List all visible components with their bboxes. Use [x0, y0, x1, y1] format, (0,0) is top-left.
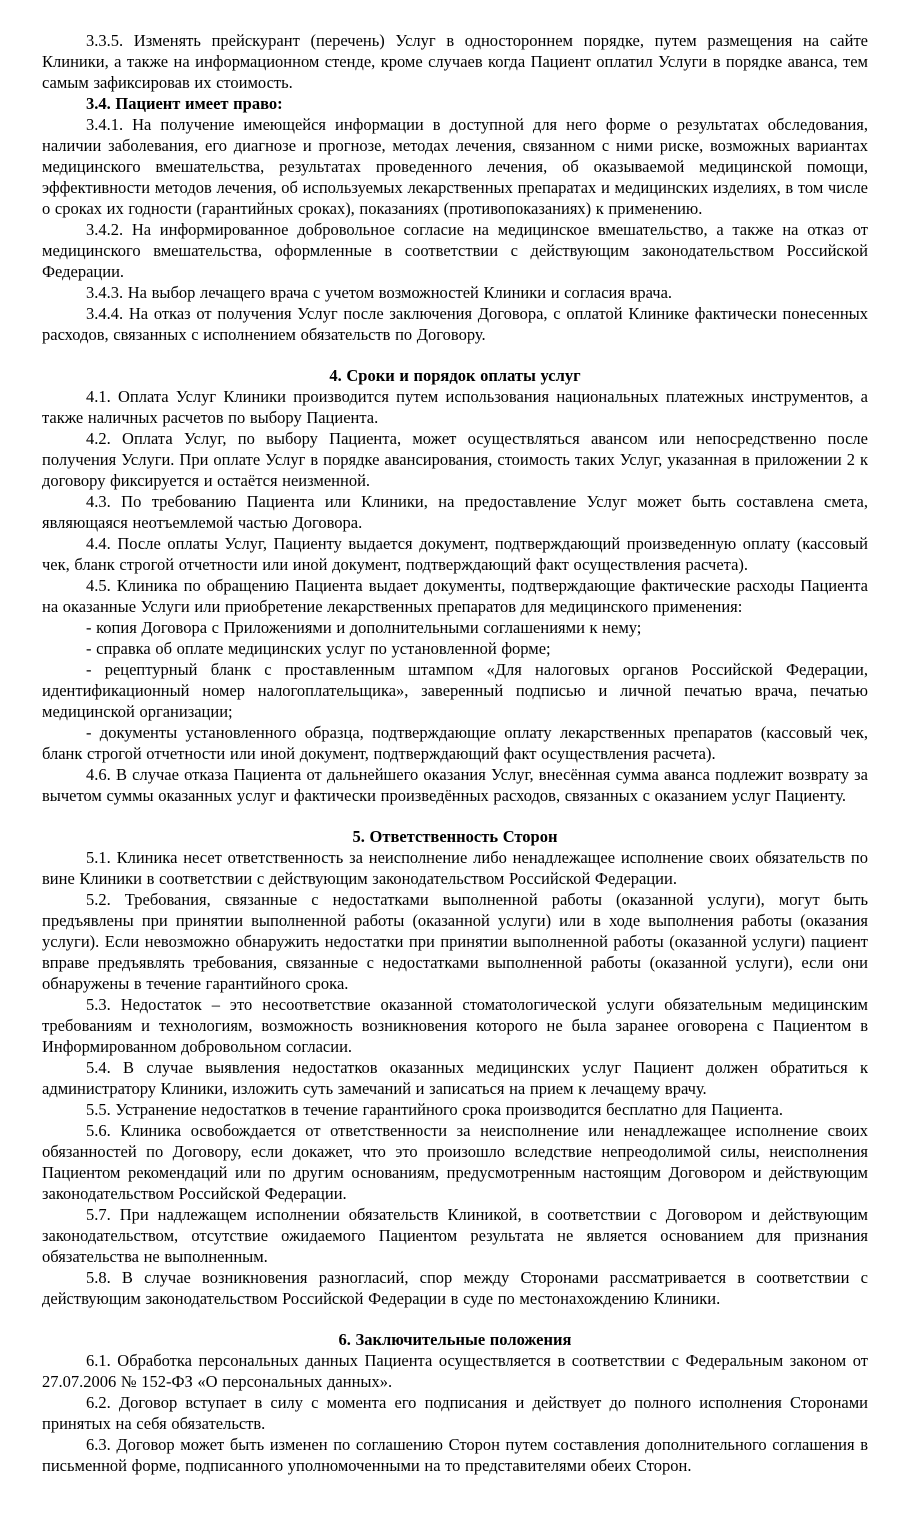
clause-5-1: 5.1. Клиника несет ответственность за неисполнение либо ненадлежащее исполнение своих обязательств по вине Клиники в соответствии с действующим законодательством Российской Федерации.	[42, 848, 868, 888]
clause-4-1: 4.1. Оплата Услуг Клиники производится путем использования национальных платежных инструментов, а также наличных расчетов по выбору Пациента.	[42, 387, 868, 427]
clause-5-5: 5.5. Устранение недостатков в течение гарантийного срока производится бесплатно для Пациента.	[86, 1100, 783, 1119]
clause-4-2: 4.2. Оплата Услуг, по выбору Пациента, может осуществляться авансом или непосредственно после получения Услуги. При оплате Услуг в порядке авансирования, стоимость таких Услуг, указанная в приложении 2 к договору фиксируется и остаётся неизменной.	[42, 429, 868, 490]
clause-3-4-1: 3.4.1. На получение имеющейся информации в доступной для него форме о результатах обследования, наличии заболевания, его диагнозе и прогнозе, методах лечения, связанном с ними риске, возможных вариантах медицинского вмешательства, результатах проведенного лечения, об оказываемой медицинской помощи, эффективности методов лечения, об используемых лекарственных препаратах и медицинских изделиях, в том числе о сроках их годности (гарантийных сроках), показаниях (противопоказаниях) к применению.	[42, 115, 868, 218]
clause-5-7: 5.7. При надлежащем исполнении обязательств Клиникой, в соответствии с Договором и действующим законодательством, отсутствие ожидаемого Пациентом результата не является основанием для признания обязательства не выполненным.	[42, 1205, 868, 1266]
clause-6-3: 6.3. Договор может быть изменен по соглашению Сторон путем составления дополнительного соглашения в письменной форме, подписанного уполномоченными на то представителями обеих Сторон.	[42, 1435, 868, 1475]
clause-3-4-3: 3.4.3. На выбор лечащего врача с учетом возможностей Клиники и согласия врача.	[86, 283, 673, 302]
clause-4-6: 4.6. В случае отказа Пациента от дальнейшего оказания Услуг, внесённая сумма аванса подлежит возврату за вычетом суммы оказанных услуг и фактически произведённых расходов, связанных с оказанием услуг Пациенту.	[42, 765, 868, 805]
document-list-item-payment-certificate: - справка об оплате медицинских услуг по установленной форме;	[86, 639, 551, 658]
clause-5-2: 5.2. Требования, связанные с недостатками выполненной работы (оказанной услуги), могут быть предъявлены при принятии выполненной работы (оказанной услуги) или в ходе выполнения работы (оказания услуги). Если невозможно обнаружить недостатки при принятии выполненной работы (оказанной услуги) пациент вправе предъявлять требования, связанные с недостатками выполненной работы (оказанной услуги), если они обнаружены в течение гарантийного срока.	[42, 890, 868, 993]
heading-section-5-liability: 5. Ответственность Сторон	[352, 827, 558, 846]
document-list-item-prescription-form: - рецептурный бланк с проставленным штампом «Для налоговых органов Российской Федерации, идентификационный номер налогоплательщика», заверенный подписью и личной печатью врача, печатью медицинской организации;	[42, 660, 868, 721]
clause-4-5: 4.5. Клиника по обращению Пациента выдает документы, подтверждающие фактические расходы Пациента на оказанные Услуги или приобретение лекарственных препаратов для медицинского применения:	[42, 576, 868, 616]
clause-3-3-5: 3.3.5. Изменять прейскурант (перечень) Услуг в одностороннем порядке, путем размещения на сайте Клиники, а также на информационном стенде, кроме случаев когда Пациент оплатил Услуги в порядке аванса, тем самым зафиксировав их стоимость.	[42, 31, 868, 92]
clause-5-3: 5.3. Недостаток – это несоответствие оказанной стоматологической услуги обязательным медицинским требованиям и технологиям, возможность возникновения которого не была заранее оговорена с Пациентом в Информированном добровольном согласии.	[42, 995, 868, 1056]
heading-section-4-payment: 4. Сроки и порядок оплаты услуг	[329, 366, 581, 385]
clause-3-4-4: 3.4.4. На отказ от получения Услуг после заключения Договора, с оплатой Клинике фактически понесенных расходов, связанных с исполнением обязательств по Договору.	[42, 304, 868, 344]
document-list-item-payment-documents: - документы установленного образца, подтверждающие оплату лекарственных препаратов (кассовый чек, бланк строгой отчетности или иной документ, подтверждающий факт осуществления расчета).	[42, 723, 868, 763]
clause-6-1: 6.1. Обработка персональных данных Пациента осуществляется в соответствии с Федеральным законом от 27.07.2006 № 152-ФЗ «О персональных данных».	[42, 1351, 868, 1391]
document-list-item-copy-of-contract: - копия Договора с Приложениями и дополнительными соглашениями к нему;	[86, 618, 642, 637]
clause-6-2: 6.2. Договор вступает в силу с момента его подписания и действует до полного исполнения Сторонами принятых на себя обязательств.	[42, 1393, 868, 1433]
heading-3-4-patient-rights: 3.4. Пациент имеет право:	[86, 94, 283, 113]
clause-5-4: 5.4. В случае выявления недостатков оказанных медицинских услуг Пациент должен обратиться к администратору Клиники, изложить суть замечаний и записаться на прием к лечащему врачу.	[42, 1058, 868, 1098]
heading-section-6-final-provisions: 6. Заключительные положения	[338, 1330, 572, 1349]
clause-5-8: 5.8. В случае возникновения разногласий, спор между Сторонами рассматривается в соответствии с действующим законодательством Российской Федерации в суде по местонахождению Клиники.	[42, 1268, 868, 1308]
clause-3-4-2: 3.4.2. На информированное добровольное согласие на медицинское вмешательство, а также на отказ от медицинского вмешательства, оформленные в соответствии с действующим законодательством Российской Федерации.	[42, 220, 868, 281]
clause-4-4: 4.4. После оплаты Услуг, Пациенту выдается документ, подтверждающий произведенную оплату (кассовый чек, бланк строгой отчетности или иной документ, подтверждающий факт осуществления расчета).	[42, 534, 868, 574]
clause-4-3: 4.3. По требованию Пациента или Клиники, на предоставление Услуг может быть составлена смета, являющаяся неотъемлемой частью Договора.	[42, 492, 868, 532]
clause-5-6: 5.6. Клиника освобождается от ответственности за неисполнение или ненадлежащее исполнение своих обязанностей по Договору, если докажет, что это произошло вследствие непреодолимой силы, неисполнения Пациентом рекомендаций или по другим основаниям, предусмотренным настоящим Договором и действующим законодательством Российской Федерации.	[42, 1121, 868, 1203]
